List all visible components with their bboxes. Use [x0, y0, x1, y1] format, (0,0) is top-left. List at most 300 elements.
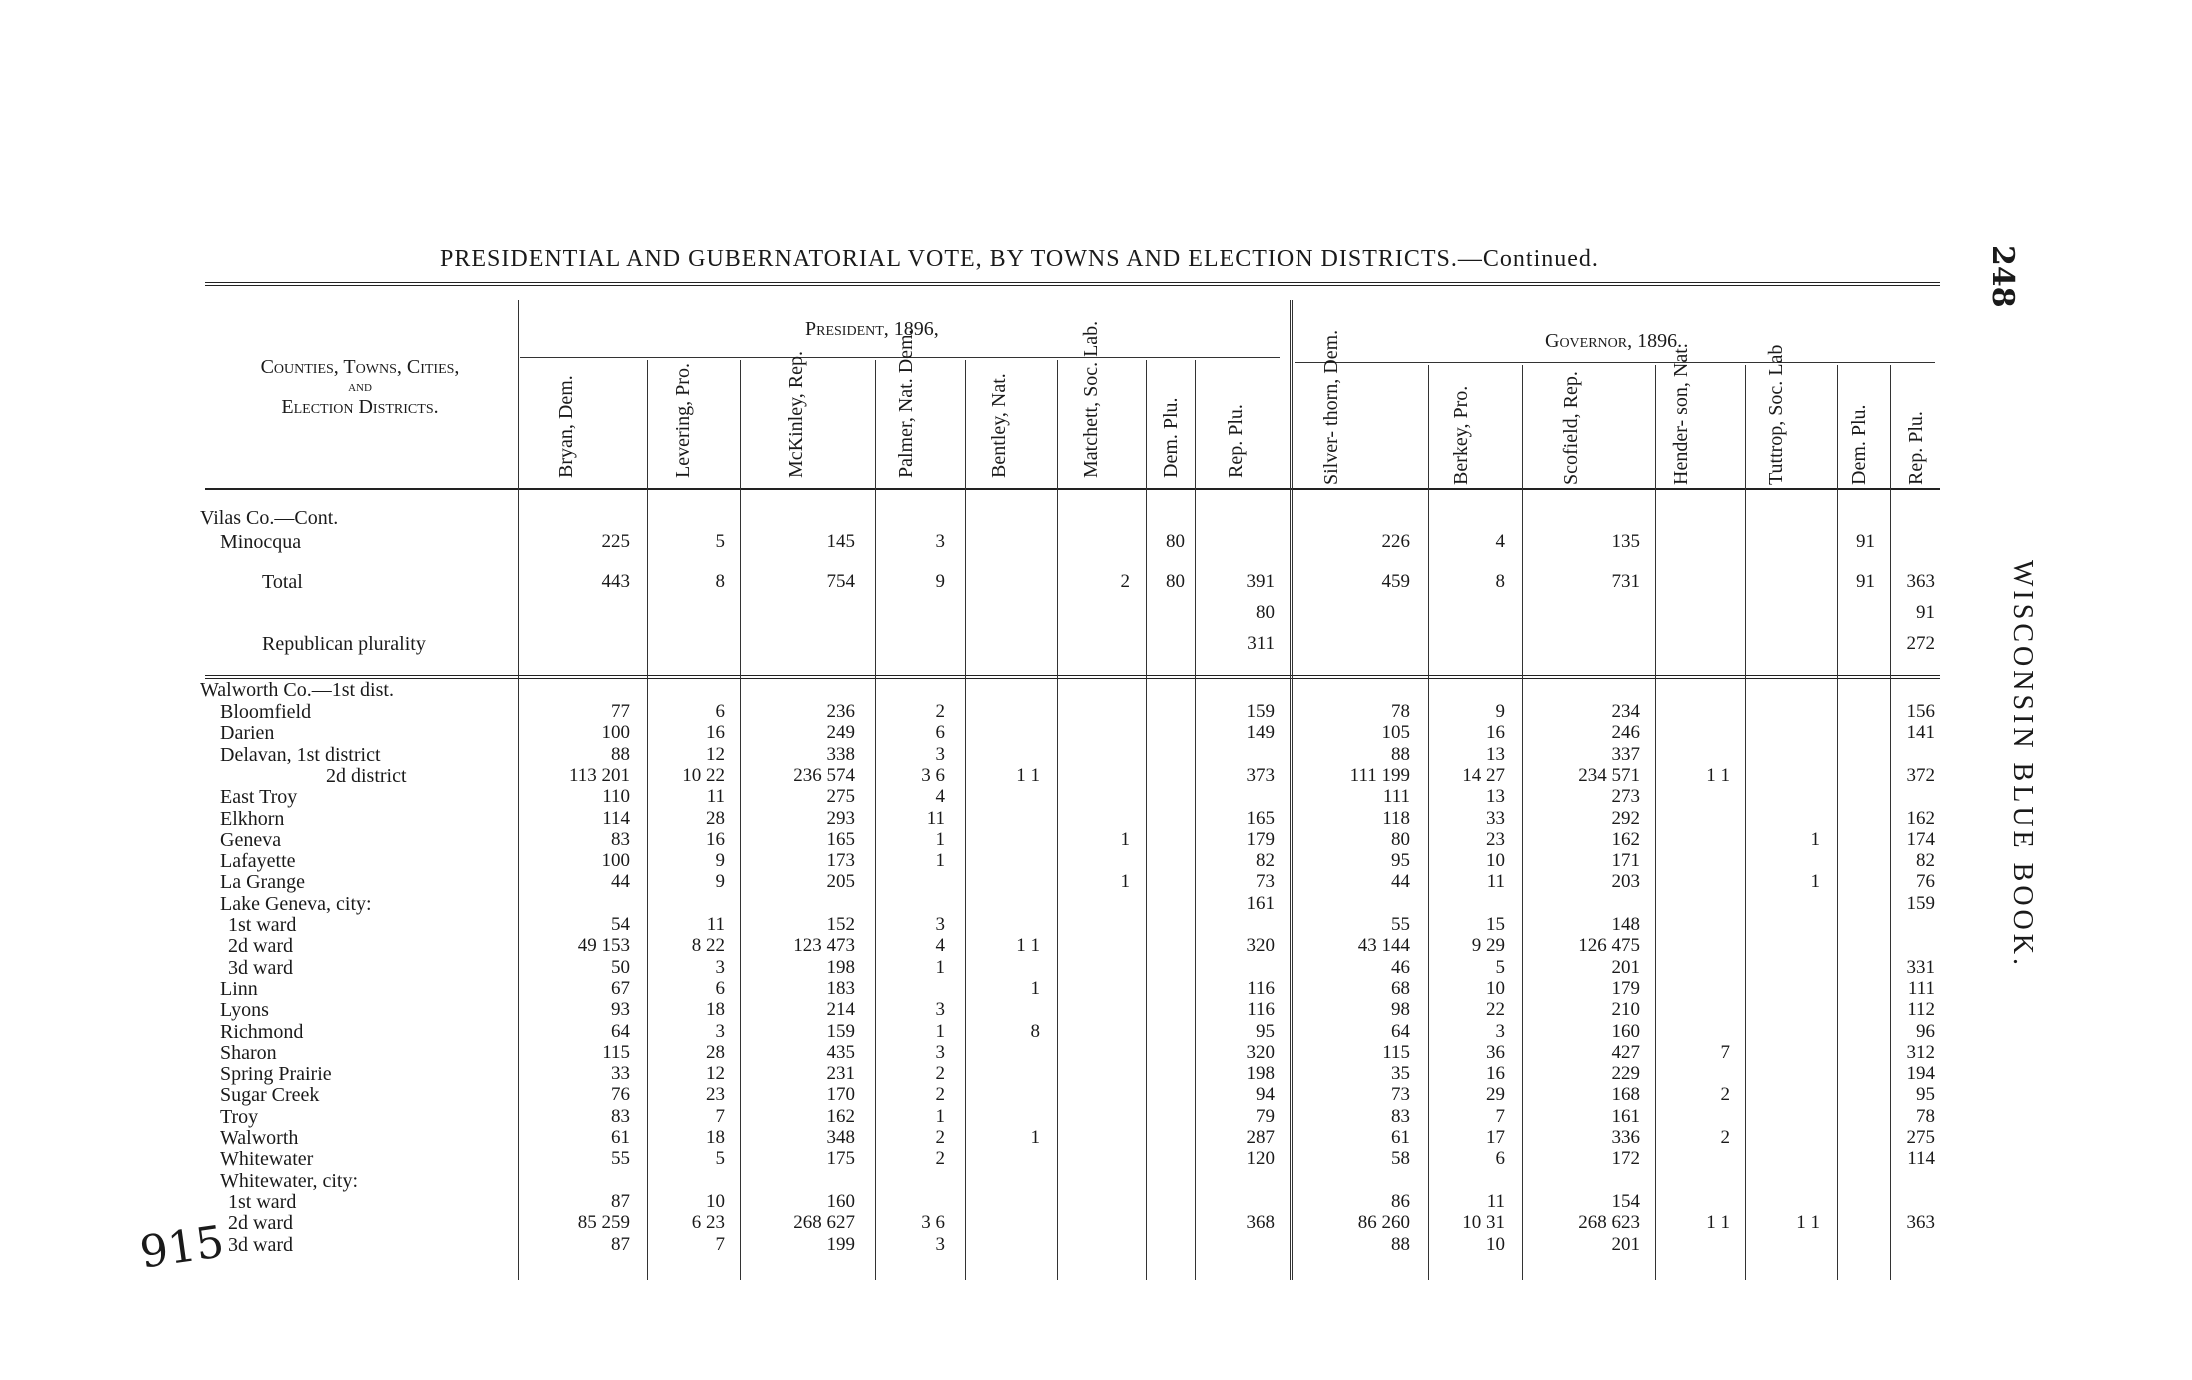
president-vote-cell: 6	[715, 977, 725, 999]
president-column-header: Bentley, Nat.	[988, 373, 1010, 478]
row-label: Republican plurality	[262, 633, 426, 655]
president-vote-cell: 80	[1166, 531, 1185, 552]
governor-vote-cell: 234	[1611, 701, 1640, 722]
governor-vote-cell: 160	[1611, 1020, 1640, 1042]
governor-column-header: Hender- son, Nat.	[1670, 343, 1692, 485]
president-vote-cell: 160	[826, 1190, 855, 1212]
governor-vote-cell: 292	[1611, 807, 1640, 829]
president-vote-cell: 23	[706, 1084, 725, 1106]
side-running-title: WISCONSIN BLUE BOOK.	[2007, 560, 2038, 969]
president-vote-cell: 113 201	[568, 764, 630, 786]
section-rule	[205, 675, 1940, 679]
governor-vote-cell: 363	[1906, 1212, 1935, 1234]
row-label: Vilas Co.—Cont.	[200, 507, 339, 529]
col-divider	[1522, 365, 1523, 1280]
row-label: Troy	[220, 1105, 259, 1128]
row-label: Sugar Creek	[220, 1084, 320, 1107]
president-vote-cell: 198	[1246, 1063, 1275, 1085]
president-vote-cell: 61	[611, 1127, 630, 1148]
governor-vote-cell: 96	[1916, 1020, 1935, 1042]
president-vote-cell: 173	[826, 850, 855, 872]
president-vote-cell: 8	[715, 571, 725, 592]
governor-column-header: Scofield, Rep.	[1560, 371, 1582, 485]
president-vote-cell: 2	[1120, 571, 1130, 592]
president-vote-cell: 1	[935, 1105, 945, 1127]
governor-vote-cell: 1 1	[1706, 764, 1730, 786]
row-label: Sharon	[220, 1041, 277, 1064]
governor-vote-cell: 172	[1611, 1148, 1640, 1170]
row-label: Minocqua	[220, 531, 302, 553]
president-vote-cell: 443	[601, 571, 630, 592]
governor-vote-cell: 43 144	[1357, 935, 1410, 957]
governor-vote-cell: 13	[1486, 743, 1505, 765]
president-vote-cell: 16	[706, 828, 725, 850]
president-vote-cell: 9	[715, 871, 725, 893]
governor-group-rule	[1295, 362, 1935, 363]
governor-vote-cell: 226	[1381, 531, 1410, 552]
page-number: 248	[1985, 245, 2020, 308]
president-vote-cell: 199	[826, 1233, 855, 1255]
president-vote-cell: 1 1	[1016, 764, 1040, 786]
president-vote-cell: 2	[935, 1084, 945, 1106]
row-label: Total	[262, 571, 303, 593]
governor-vote-cell: 86 260	[1357, 1212, 1410, 1234]
president-vote-cell: 95	[1256, 1020, 1275, 1042]
governor-vote-cell: 111	[1382, 786, 1410, 808]
col-divider	[1428, 365, 1429, 1280]
president-vote-cell: 85 259	[577, 1212, 630, 1234]
top-rule	[205, 282, 1940, 286]
row-label: 2d ward	[228, 1212, 293, 1235]
president-vote-cell: 162	[826, 1105, 855, 1127]
group-divider	[1290, 300, 1293, 1280]
president-vote-cell: 83	[611, 1105, 630, 1127]
governor-vote-cell: 68	[1391, 977, 1410, 999]
president-vote-cell: 1	[1030, 1127, 1040, 1148]
governor-column-header: Tuttrop, Soc. Lab	[1765, 344, 1787, 485]
president-vote-cell: 100	[601, 722, 630, 744]
president-vote-cell: 80	[1166, 571, 1185, 592]
governor-vote-cell: 58	[1391, 1148, 1410, 1170]
governor-vote-cell: 15	[1486, 914, 1505, 935]
president-vote-cell: 3	[935, 1041, 945, 1063]
president-vote-cell: 79	[1256, 1105, 1275, 1127]
header-bottom-rule	[205, 488, 1940, 490]
governor-vote-cell: 336	[1611, 1127, 1640, 1148]
governor-vote-cell: 118	[1382, 807, 1410, 829]
president-vote-cell: 8	[1030, 1020, 1040, 1042]
governor-vote-cell: 11	[1486, 1190, 1505, 1212]
row-label: 3d ward	[228, 956, 293, 979]
governor-vote-cell: 83	[1391, 1105, 1410, 1127]
governor-vote-cell: 156	[1906, 701, 1935, 722]
president-vote-cell: 3	[935, 743, 945, 765]
governor-vote-cell: 4	[1495, 531, 1505, 552]
president-column-header: Rep. Plu.	[1225, 404, 1247, 478]
row-label: Darien	[220, 722, 275, 745]
president-vote-cell: 76	[611, 1084, 630, 1106]
president-vote-cell: 67	[611, 977, 630, 999]
governor-vote-cell: 22	[1486, 999, 1505, 1021]
governor-vote-cell: 126 475	[1578, 935, 1640, 957]
president-vote-cell: 3 6	[921, 1212, 945, 1234]
president-vote-cell: 100	[601, 850, 630, 872]
governor-vote-cell: 29	[1486, 1084, 1505, 1106]
governor-vote-cell: 88	[1391, 743, 1410, 765]
governor-vote-cell: 135	[1611, 531, 1640, 552]
governor-vote-cell: 372	[1906, 764, 1935, 786]
governor-vote-cell: 174	[1906, 828, 1935, 850]
governor-vote-cell: 91	[1856, 531, 1875, 552]
row-label: Geneva	[220, 828, 282, 851]
president-vote-cell: 320	[1246, 935, 1275, 957]
governor-vote-cell: 76	[1916, 871, 1935, 893]
president-vote-cell: 64	[611, 1020, 630, 1042]
governor-vote-cell: 36	[1486, 1041, 1505, 1063]
president-vote-cell: 16	[706, 722, 725, 744]
governor-column-header: Rep. Plu.	[1905, 411, 1927, 485]
president-vote-cell: 293	[826, 807, 855, 829]
president-vote-cell: 7	[715, 1105, 725, 1127]
governor-vote-cell: 55	[1391, 914, 1410, 935]
president-vote-cell: 5	[715, 1148, 725, 1170]
governor-vote-cell: 272	[1906, 633, 1935, 654]
president-vote-cell: 3	[935, 531, 945, 552]
governor-vote-cell: 98	[1391, 999, 1410, 1021]
president-vote-cell: 12	[706, 1063, 725, 1085]
governor-vote-cell: 2	[1720, 1127, 1730, 1148]
governor-vote-cell: 363	[1906, 571, 1935, 592]
governor-vote-cell: 91	[1916, 602, 1935, 623]
governor-vote-cell: 8	[1495, 571, 1505, 592]
president-vote-cell: 1	[1030, 977, 1040, 999]
governor-vote-cell: 7	[1720, 1041, 1730, 1063]
col-divider	[1837, 365, 1838, 1280]
governor-vote-cell: 194	[1906, 1063, 1935, 1085]
president-vote-cell: 116	[1247, 977, 1275, 999]
president-vote-cell: 225	[601, 531, 630, 552]
governor-vote-cell: 46	[1391, 956, 1410, 978]
president-vote-cell: 44	[611, 871, 630, 893]
col-divider	[647, 360, 648, 1280]
president-vote-cell: 149	[1246, 722, 1275, 744]
president-vote-cell: 231	[826, 1063, 855, 1085]
president-vote-cell: 183	[826, 977, 855, 999]
row-label: Spring Prairie	[220, 1063, 332, 1086]
president-vote-cell: 82	[1256, 850, 1275, 872]
president-vote-cell: 94	[1256, 1084, 1275, 1106]
president-vote-cell: 4	[935, 786, 945, 808]
row-label: Walworth	[220, 1127, 299, 1149]
president-vote-cell: 88	[611, 743, 630, 765]
governor-vote-cell: 3	[1495, 1020, 1505, 1042]
governor-vote-cell: 201	[1611, 1233, 1640, 1255]
row-label: 1st ward	[228, 1190, 297, 1213]
president-vote-cell: 11	[706, 914, 725, 935]
president-vote-cell: 268 627	[793, 1212, 855, 1234]
president-vote-cell: 1	[1120, 828, 1130, 850]
governor-vote-cell: 16	[1486, 1063, 1505, 1085]
governor-vote-cell: 268 623	[1578, 1212, 1640, 1234]
president-vote-cell: 50	[611, 956, 630, 978]
president-vote-cell: 12	[706, 743, 725, 765]
row-label: La Grange	[220, 871, 305, 894]
governor-vote-cell: 11	[1486, 871, 1505, 893]
governor-vote-cell: 7	[1495, 1105, 1505, 1127]
president-vote-cell: 152	[826, 914, 855, 935]
governor-column-header: Berkey, Pro.	[1450, 385, 1472, 485]
president-vote-cell: 93	[611, 999, 630, 1021]
president-vote-cell: 3	[935, 914, 945, 935]
president-vote-cell: 391	[1246, 571, 1275, 592]
president-vote-cell: 1	[935, 850, 945, 872]
president-vote-cell: 435	[826, 1041, 855, 1063]
president-vote-cell: 2	[935, 1148, 945, 1170]
row-label: Walworth Co.—1st dist.	[200, 679, 394, 701]
governor-vote-cell: 337	[1611, 743, 1640, 765]
governor-vote-cell: 9 29	[1471, 935, 1505, 957]
governor-vote-cell: 312	[1906, 1041, 1935, 1063]
governor-vote-cell: 88	[1391, 1233, 1410, 1255]
president-vote-cell: 10 22	[682, 764, 725, 786]
governor-column-header: Silver- thorn, Dem.	[1320, 329, 1342, 485]
president-vote-cell: 6 23	[691, 1212, 725, 1234]
governor-vote-cell: 115	[1382, 1041, 1410, 1063]
col-divider	[1195, 360, 1196, 1280]
president-vote-cell: 18	[706, 1127, 725, 1148]
governor-vote-cell: 331	[1906, 956, 1935, 978]
governor-vote-cell: 10 31	[1462, 1212, 1505, 1234]
president-vote-cell: 1	[935, 828, 945, 850]
president-vote-cell: 2	[935, 1063, 945, 1085]
governor-vote-cell: 141	[1906, 722, 1935, 744]
governor-vote-cell: 162	[1611, 828, 1640, 850]
governor-vote-cell: 112	[1907, 999, 1935, 1021]
president-vote-cell: 3	[715, 1020, 725, 1042]
president-vote-cell: 2	[935, 1127, 945, 1148]
governor-vote-cell: 2	[1720, 1084, 1730, 1106]
row-label: Lafayette	[220, 850, 296, 873]
president-vote-cell: 175	[826, 1148, 855, 1170]
governor-vote-cell: 23	[1486, 828, 1505, 850]
governor-vote-cell: 44	[1391, 871, 1410, 893]
governor-vote-cell: 6	[1495, 1148, 1505, 1170]
governor-vote-cell: 171	[1611, 850, 1640, 872]
row-label: 1st ward	[228, 914, 297, 936]
president-vote-cell: 87	[611, 1190, 630, 1212]
col-divider	[1655, 365, 1656, 1280]
president-vote-cell: 165	[1246, 807, 1275, 829]
governor-vote-cell: 148	[1611, 914, 1640, 935]
row-label: Whitewater	[220, 1148, 314, 1171]
president-vote-cell: 3	[935, 1233, 945, 1255]
governor-vote-cell: 10	[1486, 1233, 1505, 1255]
governor-vote-cell: 78	[1391, 701, 1410, 722]
president-vote-cell: 73	[1256, 871, 1275, 893]
president-vote-cell: 5	[715, 531, 725, 552]
governor-vote-cell: 14 27	[1462, 764, 1505, 786]
president-vote-cell: 249	[826, 722, 855, 744]
president-vote-cell: 110	[602, 786, 630, 808]
governor-vote-cell: 1	[1810, 871, 1820, 893]
president-vote-cell: 11	[706, 786, 725, 808]
row-label: Lake Geneva, city:	[220, 892, 372, 915]
president-vote-cell: 145	[826, 531, 855, 552]
president-vote-cell: 165	[826, 828, 855, 850]
governor-vote-cell: 459	[1381, 571, 1410, 592]
president-vote-cell: 9	[715, 850, 725, 872]
president-vote-cell: 115	[602, 1041, 630, 1063]
president-vote-cell: 10	[706, 1190, 725, 1212]
governor-vote-cell: 273	[1611, 786, 1640, 808]
col-divider	[1745, 365, 1746, 1280]
governor-vote-cell: 111 199	[1349, 764, 1410, 786]
president-vote-cell: 236	[826, 701, 855, 722]
president-vote-cell: 54	[611, 914, 630, 935]
governor-vote-cell: 229	[1611, 1063, 1640, 1085]
governor-vote-cell: 201	[1611, 956, 1640, 978]
row-label: 2d district	[326, 764, 407, 787]
president-vote-cell: 373	[1246, 764, 1275, 786]
governor-vote-cell: 78	[1916, 1105, 1935, 1127]
president-vote-cell: 159	[1246, 701, 1275, 722]
president-vote-cell: 55	[611, 1148, 630, 1170]
governor-vote-cell: 91	[1856, 571, 1875, 592]
president-vote-cell: 320	[1246, 1041, 1275, 1063]
president-vote-cell: 3 6	[921, 764, 945, 786]
president-column-header: Matchett, Soc. Lab.	[1080, 320, 1102, 478]
president-vote-cell: 170	[826, 1084, 855, 1106]
stub-heading-line: and	[348, 379, 372, 395]
governor-vote-cell: 1	[1810, 828, 1820, 850]
governor-vote-cell: 159	[1906, 892, 1935, 914]
president-vote-cell: 77	[611, 701, 630, 722]
president-vote-cell: 236 574	[793, 764, 855, 786]
governor-vote-cell: 16	[1486, 722, 1505, 744]
president-vote-cell: 338	[826, 743, 855, 765]
stub-heading-line: Election Districts.	[281, 396, 439, 418]
stub-heading	[200, 355, 520, 419]
president-vote-cell: 49 153	[577, 935, 630, 957]
president-vote-cell: 1 1	[1016, 935, 1040, 957]
president-vote-cell: 159	[826, 1020, 855, 1042]
president-vote-cell: 80	[1256, 602, 1275, 623]
col-divider	[965, 360, 966, 1280]
president-vote-cell: 33	[611, 1063, 630, 1085]
row-label: 3d ward	[228, 1233, 293, 1256]
president-vote-cell: 205	[826, 871, 855, 893]
governor-vote-cell: 731	[1611, 571, 1640, 592]
president-vote-cell: 28	[706, 807, 725, 829]
governor-vote-cell: 64	[1391, 1020, 1410, 1042]
row-label: Whitewater, city:	[220, 1169, 359, 1192]
president-vote-cell: 6	[935, 722, 945, 744]
governor-vote-cell: 427	[1611, 1041, 1640, 1063]
president-vote-cell: 348	[826, 1127, 855, 1148]
president-vote-cell: 9	[935, 571, 945, 592]
president-vote-cell: 83	[611, 828, 630, 850]
president-vote-cell: 368	[1246, 1212, 1275, 1234]
governor-column-header: Dem. Plu.	[1848, 404, 1870, 485]
president-vote-cell: 28	[706, 1041, 725, 1063]
governor-vote-cell: 246	[1611, 722, 1640, 744]
president-vote-cell: 275	[826, 786, 855, 808]
president-vote-cell: 3	[715, 956, 725, 978]
governor-vote-cell: 73	[1391, 1084, 1410, 1106]
president-group-header: President, 1896,	[805, 318, 939, 340]
governor-vote-cell: 1 1	[1796, 1212, 1820, 1234]
governor-vote-cell: 105	[1381, 722, 1410, 744]
president-vote-cell: 11	[926, 807, 945, 829]
governor-vote-cell: 210	[1611, 999, 1640, 1021]
governor-vote-cell: 111	[1907, 977, 1935, 999]
governor-vote-cell: 114	[1907, 1148, 1935, 1170]
governor-vote-cell: 10	[1486, 850, 1505, 872]
row-label: Delavan, 1st district	[220, 743, 381, 766]
president-vote-cell: 120	[1246, 1148, 1275, 1170]
president-vote-cell: 18	[706, 999, 725, 1021]
governor-group-header: Governor, 1896.	[1545, 330, 1683, 352]
president-column-header: Palmer, Nat. Dem.	[895, 329, 917, 478]
page-title: PRESIDENTIAL AND GUBERNATORIAL VOTE, BY TOWNS AND ELECTION DISTRICTS.—Continued.	[440, 246, 1599, 272]
col-divider	[1146, 360, 1147, 1280]
governor-vote-cell: 154	[1611, 1190, 1640, 1212]
president-vote-cell: 6	[715, 701, 725, 722]
president-column-header: Bryan, Dem.	[555, 375, 577, 478]
president-vote-cell: 198	[826, 956, 855, 978]
president-column-header: Levering, Pro.	[672, 363, 694, 478]
president-vote-cell: 8 22	[691, 935, 725, 957]
col-divider	[518, 300, 519, 1280]
governor-vote-cell: 275	[1906, 1127, 1935, 1148]
handwritten-note: 915	[136, 1216, 228, 1279]
president-vote-cell: 214	[826, 999, 855, 1021]
governor-vote-cell: 5	[1495, 956, 1505, 978]
president-column-header: Dem. Plu.	[1160, 397, 1182, 478]
governor-vote-cell: 179	[1611, 977, 1640, 999]
president-vote-cell: 311	[1247, 633, 1275, 654]
president-column-header: McKinley, Rep.	[785, 350, 807, 478]
governor-vote-cell: 33	[1486, 807, 1505, 829]
governor-vote-cell: 80	[1391, 828, 1410, 850]
governor-vote-cell: 161	[1611, 1105, 1640, 1127]
president-vote-cell: 179	[1246, 828, 1275, 850]
col-divider	[1057, 360, 1058, 1280]
president-vote-cell: 123 473	[793, 935, 855, 957]
col-divider	[740, 360, 741, 1280]
governor-vote-cell: 162	[1906, 807, 1935, 829]
president-vote-cell: 287	[1246, 1127, 1275, 1148]
row-label: Bloomfield	[220, 701, 312, 723]
stub-heading-line: Counties, Towns, Cities,	[260, 356, 460, 378]
row-label: East Troy	[220, 786, 298, 809]
president-vote-cell: 4	[935, 935, 945, 957]
president-vote-cell: 1	[1120, 871, 1130, 893]
row-label: Richmond	[220, 1020, 304, 1043]
governor-vote-cell: 82	[1916, 850, 1935, 872]
governor-vote-cell: 13	[1486, 786, 1505, 808]
governor-vote-cell: 168	[1611, 1084, 1640, 1106]
governor-vote-cell: 1 1	[1706, 1212, 1730, 1234]
governor-vote-cell: 86	[1391, 1190, 1410, 1212]
governor-vote-cell: 95	[1916, 1084, 1935, 1106]
row-label: Lyons	[220, 999, 269, 1022]
president-vote-cell: 754	[826, 571, 855, 592]
president-vote-cell: 116	[1247, 999, 1275, 1021]
president-vote-cell: 1	[935, 956, 945, 978]
row-label: 2d ward	[228, 935, 293, 958]
row-label: Linn	[220, 977, 258, 1000]
